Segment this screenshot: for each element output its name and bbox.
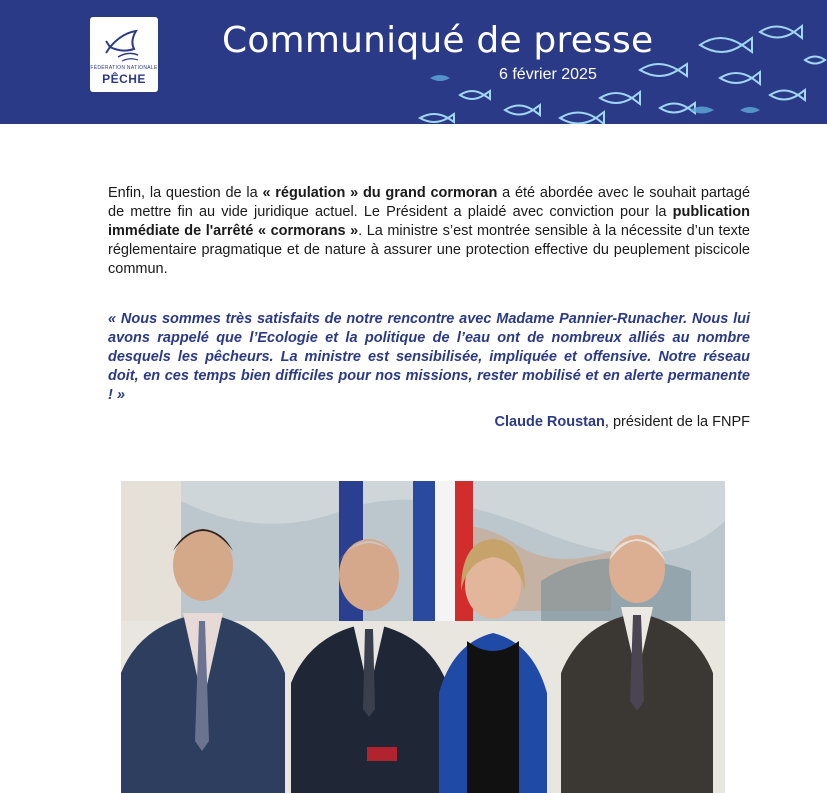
para-bold-2: publication immédiate de l'arrêté « cormorans »: [108, 204, 750, 239]
fish-logo-icon: [104, 23, 144, 65]
body-paragraph: [108, 184, 750, 279]
para-text-3: . La ministre s’est montrée sensible à la nécessite d’un texte réglementaire pragmatique et de nature à assurer une protection effective du peuplement piscicole commun.: [108, 223, 750, 277]
fnp-logo: [90, 17, 158, 92]
para-text-1: Enfin, la question de la: [108, 185, 263, 201]
para-bold-1: « régulation » du grand cormoran: [262, 185, 498, 201]
logo-title: PÊCHE: [102, 72, 146, 86]
signature-role: , président de la FNPF: [604, 414, 750, 430]
group-photo-icon: [121, 481, 725, 793]
president-quote: « Nous sommes très satisfaits de notre rencontre avec Madame Pannier-Runacher. Nous lui avons rappelé que l’Ecologie et la politique de l’eau ont de nombreux alliés au nombre desquels les pêcheurs. La ministre est sensibilisée, impliquée et offensive. Notre réseau doit, en ces temps bien difficiles pour nos missions, rester mobilisé et en alerte permanente ! »: [108, 311, 750, 403]
header-banner: [0, 0, 827, 124]
meeting-photo: [121, 481, 725, 793]
page-title: Communiqué de presse: [222, 20, 654, 61]
quote-signature: [495, 414, 750, 430]
signature-name: Claude Roustan: [494, 414, 605, 430]
logo-subtitle: FÉDÉRATION NATIONALE: [90, 65, 158, 71]
para-text-2: a été abordée avec le souhait partagé de mettre fin au vide juridique actuel. Le Président a plaidé avec conviction pour la: [108, 185, 751, 220]
press-date: 6 février 2025: [499, 66, 597, 83]
